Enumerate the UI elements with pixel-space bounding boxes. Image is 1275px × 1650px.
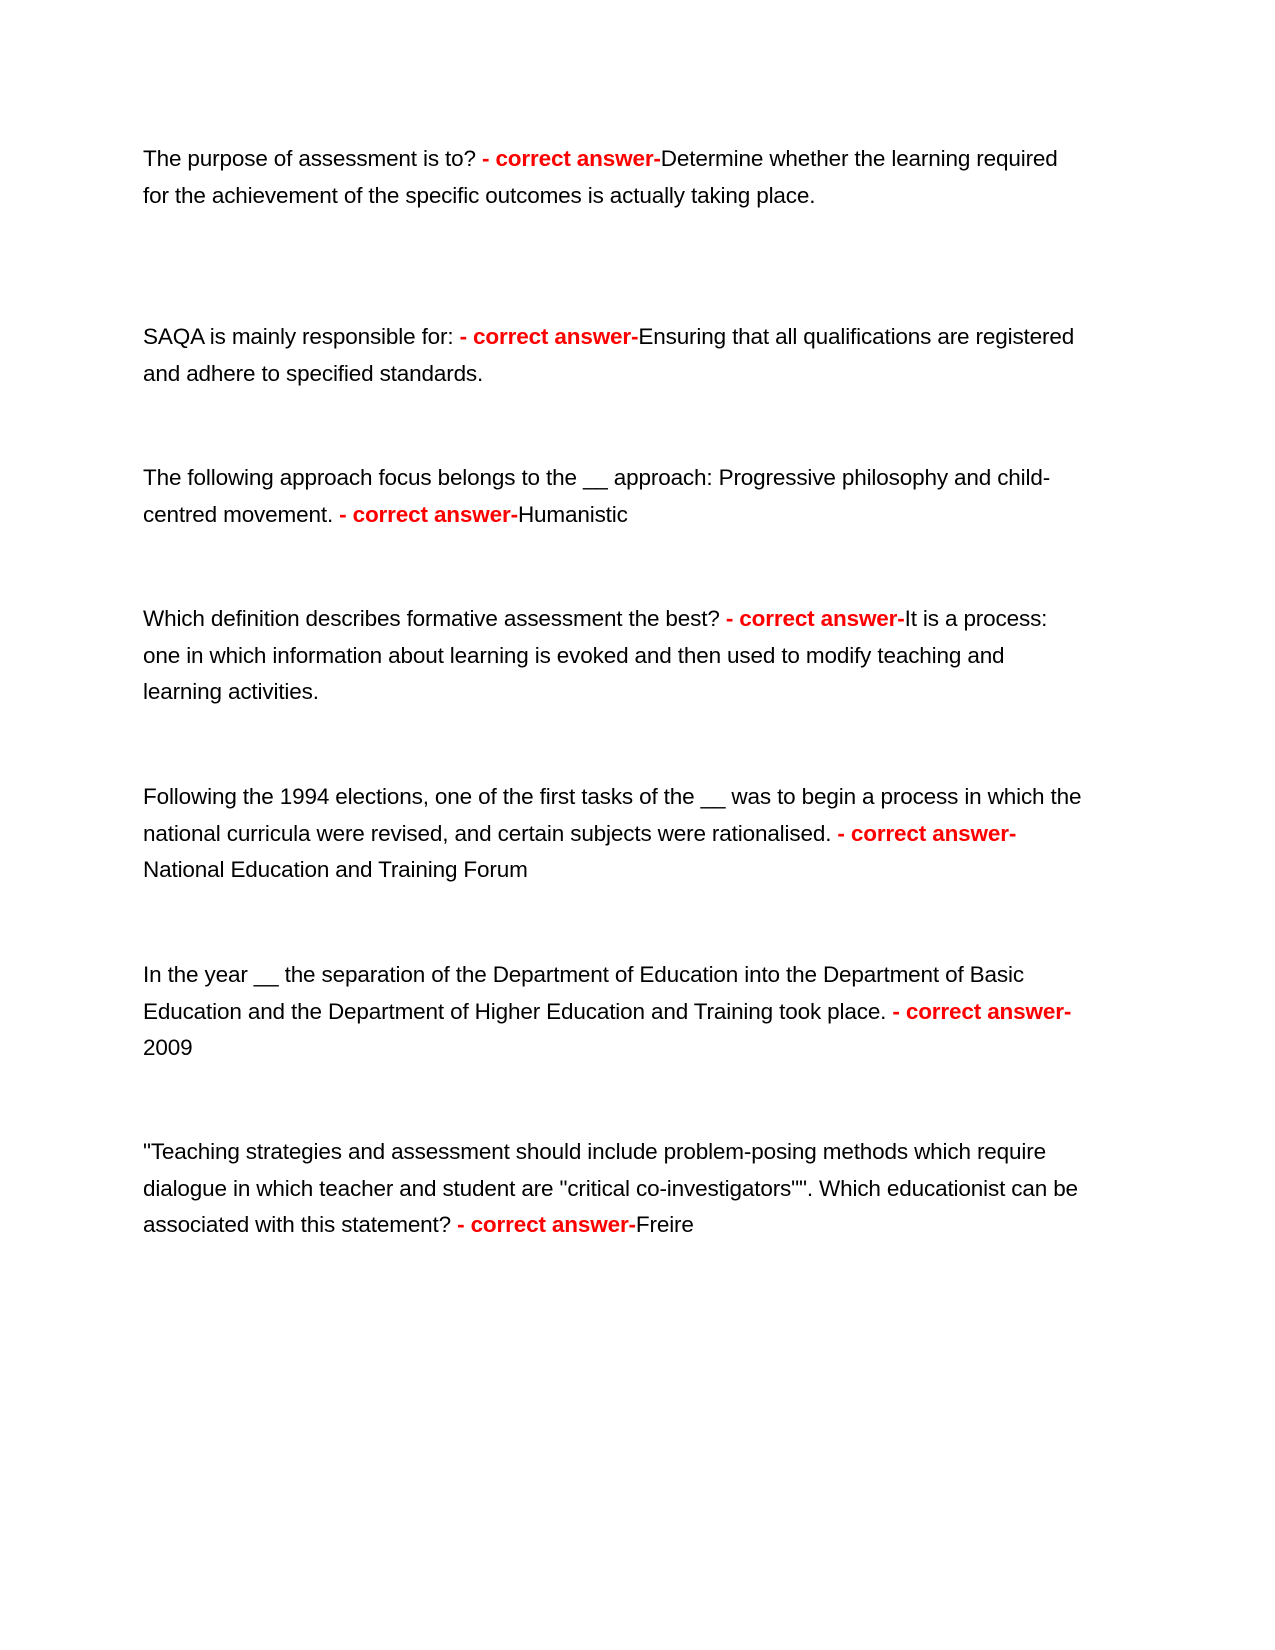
answer-text: It is a process: one in which information about learning is evoked and then used to modify teaching and learning activities.: [143, 606, 1048, 705]
correct-answer-marker: - correct answer-: [459, 324, 639, 349]
question-text: In the year __ the separation of the Department of Education into the Department of Basic Education and the Department of Higher Education and Training took place.: [143, 962, 1024, 1024]
qa-item-7: [143, 1134, 1083, 1244]
question-text: SAQA is mainly responsible for:: [143, 324, 454, 349]
correct-answer-marker: - correct answer-: [339, 501, 518, 527]
answer-text: 2009: [143, 1035, 193, 1061]
question-text: "Teaching strategies and assessment should include problem-posing methods which require dialogue in which teacher and student are "critical co-investigators"". Which educationist can be associated with this statement?: [143, 1139, 1078, 1238]
qa-item-1: [143, 141, 1083, 214]
answer-text: Determine whether the learning required for the achievement of the specific outcomes is actually taking place.: [143, 146, 1058, 208]
qa-item-4: [143, 601, 1083, 711]
correct-answer-marker: - correct answer-: [837, 820, 1017, 846]
qa-item-5: [143, 779, 1083, 889]
answer-text: Humanistic: [517, 501, 628, 527]
correct-answer-marker: - correct answer-: [892, 998, 1072, 1024]
question-text: Which definition describes formative assessment the best?: [143, 606, 720, 631]
question-text: The following approach focus belongs to the __ approach: Progressive philosophy and child-centred movement.: [143, 465, 1051, 527]
correct-answer-marker: - correct answer-: [725, 606, 905, 631]
correct-answer-marker: - correct answer-: [457, 1212, 636, 1238]
qa-item-2: [143, 319, 1083, 392]
answer-text: National Education and Training Forum: [143, 857, 528, 883]
correct-answer-marker: - correct answer-: [482, 146, 661, 171]
qa-item-6: [143, 957, 1083, 1067]
answer-text: Ensuring that all qualifications are registered and adhere to specified standards.: [143, 324, 1075, 386]
question-text: Following the 1994 elections, one of the first tasks of the __ was to begin a process in which the national curricula were revised, and certain subjects were rationalised.: [143, 784, 1082, 846]
question-text: The purpose of assessment is to?: [143, 146, 476, 171]
answer-text: Freire: [635, 1212, 694, 1238]
qa-item-3: [143, 460, 1083, 533]
